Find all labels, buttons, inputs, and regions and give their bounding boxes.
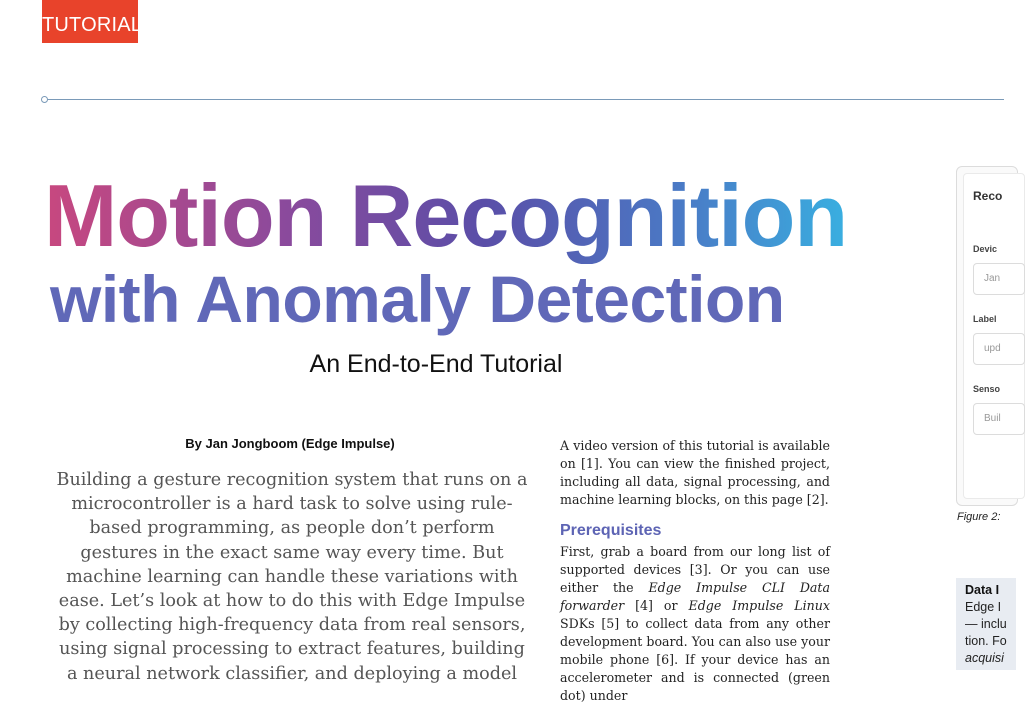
sensor-field-value: Buil bbox=[984, 413, 1001, 424]
article-subtitle: An End-to-End Tutorial bbox=[309, 350, 563, 378]
figure-caption: Figure 2: bbox=[957, 511, 1001, 523]
sidebar-line: — inclu bbox=[965, 617, 1007, 631]
section-tag: TUTORIAL bbox=[42, 0, 138, 43]
sensor-label: Senso bbox=[973, 384, 1001, 394]
sidebar-box bbox=[956, 578, 1016, 670]
article-title-line-2: with Anomaly Detection bbox=[50, 262, 785, 336]
label-label: Label bbox=[973, 314, 997, 324]
label-field bbox=[973, 333, 1025, 365]
intro-paragraph: Building a gesture recognition system that runs on a microcontroller is a hard task to solve using rule-based programming, as people don’t perform gestures in the exact same way every time. But machine learning can handle these variations with ease. Let’s look at how to do this with Edge Impulse by collecting high-frequency data from real sensors, using signal processing to extract features, building a neural network classifier, and deploying a model bbox=[56, 470, 528, 684]
text-run: SDKs [5] to collect data from any other development board. You can also use your mobile phone [6]. If your device has an accelerometer and is connected (green dot) under bbox=[560, 616, 830, 703]
article-title-line-1: Motion Recognition bbox=[44, 166, 848, 265]
device-field-value: Jan bbox=[984, 273, 1001, 284]
sidebar-title: Data I bbox=[965, 583, 1000, 597]
sidebar-line: Edge I bbox=[965, 600, 1002, 614]
figure-panel-title: Reco bbox=[973, 189, 1003, 203]
device-field bbox=[973, 263, 1025, 295]
rule-endpoint bbox=[41, 96, 48, 103]
device-label: Devic bbox=[973, 244, 998, 254]
section-heading-prerequisites: Prerequisites bbox=[560, 522, 662, 539]
figure-screenshot-panel bbox=[956, 166, 1018, 506]
author-byline: By Jan Jongboom (Edge Impulse) bbox=[185, 436, 395, 451]
product-name: Edge Impulse CLI Data forwarder bbox=[560, 580, 830, 613]
text-run: First, grab a board from our long list of supported devices [3]. Or you can use either the bbox=[560, 544, 830, 595]
label-field-value: upd bbox=[984, 343, 1001, 354]
sidebar-line: acquisi bbox=[965, 651, 1004, 665]
body-column bbox=[560, 437, 831, 703]
sensor-field bbox=[973, 403, 1025, 435]
body-paragraph-prerequisites bbox=[560, 543, 830, 705]
sidebar-line: tion. Fo bbox=[965, 634, 1007, 648]
product-name: Edge Impulse Linux bbox=[688, 598, 831, 613]
text-run: [4] or bbox=[624, 598, 689, 613]
header-rule bbox=[44, 99, 1004, 100]
body-paragraph-video: A video version of this tutorial is available on [1]. You can view the finished project, including all data, signal processing, and machine learning blocks, on this page [2]. bbox=[560, 438, 830, 507]
